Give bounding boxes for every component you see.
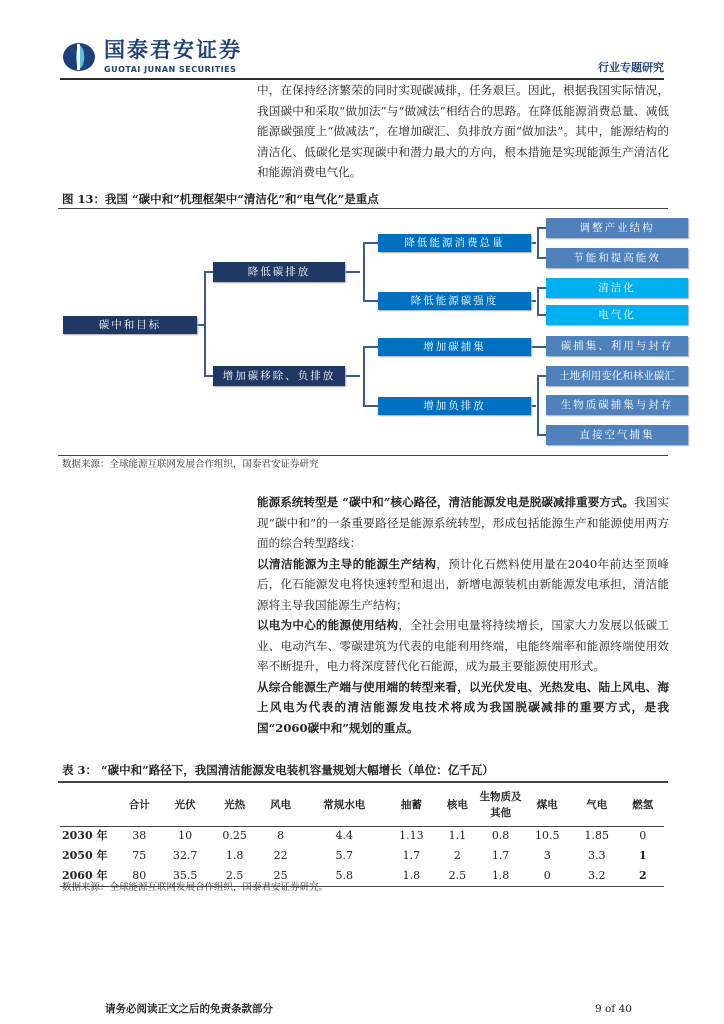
section-label: 行业专题研究 bbox=[598, 61, 664, 74]
diagram-l2-node: 增加负排放 bbox=[378, 397, 531, 415]
table-cell: 2.5 bbox=[210, 866, 259, 886]
table-row bbox=[60, 846, 664, 866]
diagram-l3-node: 调整产业结构 bbox=[546, 218, 688, 238]
table-cell: 38 bbox=[132, 829, 147, 843]
diagram-l3-node-highlight: 清洁化 bbox=[546, 278, 688, 298]
diagram-l3-node: 节能和提高能效 bbox=[546, 248, 688, 268]
table-row bbox=[60, 826, 664, 846]
table-cell: 1 bbox=[638, 849, 647, 862]
table-cell: 25 bbox=[259, 866, 301, 886]
row-label: 2050 年 bbox=[62, 849, 108, 862]
table-top-rule bbox=[58, 781, 668, 783]
table-cell: 1.7 bbox=[402, 849, 421, 862]
col-header: 抽蓄 bbox=[387, 784, 436, 826]
capacity-table bbox=[60, 784, 664, 887]
table-cell: 10 bbox=[178, 829, 193, 843]
diagram-l3-node: 直接空气捕集 bbox=[546, 425, 688, 445]
col-header bbox=[60, 784, 118, 826]
table-cell: 0 bbox=[523, 866, 572, 886]
footer-disclaimer: 请务必阅读正文之后的免责条款部分 bbox=[105, 1003, 273, 1015]
col-header: 常规水电 bbox=[302, 784, 387, 826]
figure-source: 数据来源：全球能源互联网发展合作组织，国泰君安证券研究 bbox=[62, 459, 319, 470]
bold-lead: 以电为中心的能源使用结构 bbox=[257, 618, 399, 632]
figure-bottom-rule bbox=[58, 455, 668, 456]
table-cell: 3.3 bbox=[588, 849, 606, 862]
col-header: 气电 bbox=[572, 784, 621, 826]
bold-lead: 能源系统转型是 “碳中和”核心路径，清洁能源发电是脱碳减排重要方式。 bbox=[257, 495, 635, 509]
table-cell: 1.7 bbox=[491, 849, 510, 862]
diagram-l2-node: 降低能源消费总量 bbox=[378, 234, 531, 252]
diagram-l2-node: 降低能源碳强度 bbox=[378, 292, 531, 310]
table-header-row bbox=[60, 784, 664, 826]
text: 我国实现“碳中和”的一条重要路径是能源系统转型，形成包括能源生产和能源使用两方面的综合转型路线： bbox=[257, 495, 669, 550]
row-label: 2060 年 bbox=[60, 866, 118, 886]
logo-subtext: GUOTAI JUNAN SECURITIES bbox=[104, 65, 237, 74]
table-cell: 2.5 bbox=[436, 866, 478, 886]
col-header: 燃氢 bbox=[622, 784, 664, 826]
table-cell: 5.8 bbox=[302, 866, 387, 886]
diagram-l1-node: 增加碳移除、负排放 bbox=[213, 366, 345, 386]
diagram-l1-node: 降低碳排放 bbox=[213, 262, 345, 282]
table-cell: 5.7 bbox=[335, 849, 353, 862]
table-cell: 3 bbox=[543, 849, 551, 862]
diagram-l3-node: 土地利用变化和林业碳汇 bbox=[546, 366, 688, 386]
table-cell: 1.8 bbox=[225, 849, 244, 862]
body-paragraph bbox=[257, 492, 669, 738]
diagram-root: 碳中和目标 bbox=[63, 316, 197, 334]
row-label: 2030 年 bbox=[62, 829, 108, 843]
intro-paragraph: 中，在保持经济繁荣的同时实现碳减排，任务艰巨。因此，根据我国实际情况，我国碳中和采取“做加法”与“做减法”相结合的思路。在降低能源消费总量、减低能源碳强度上“做减法”，在增加碳汇、负排放方面“做加法”。其中，能源结构的清洁化、低碳化是实现碳中和潜力最大的方向，根本措施是实现能源生产清洁化和能源消费电气化。 bbox=[257, 83, 669, 179]
table-cell: 1.85 bbox=[584, 829, 610, 843]
figure-title: 图 13：我国 “碳中和”机理框架中“清洁化”和“电气化”是重点 bbox=[62, 192, 379, 206]
text: ，预计化石燃料使用量在2040年前达至顶峰后，化石能源发电将快速转型和退出，新增电源装机由新能源发电承担，清洁能源将主导我国能源生产结构； bbox=[257, 556, 669, 612]
table-cell: 1.1 bbox=[448, 829, 467, 843]
table-cell: 2 bbox=[622, 866, 664, 886]
diagram-l2-node: 增加碳捕集 bbox=[378, 338, 531, 356]
diagram-l3-node: 碳捕集、利用与封存 bbox=[546, 336, 688, 356]
table-cell: 22 bbox=[273, 849, 288, 862]
table-cell: 75 bbox=[132, 849, 147, 862]
diagram-l3-node-highlight: 电气化 bbox=[546, 305, 688, 325]
table-cell: 80 bbox=[118, 866, 160, 886]
diagram-l3-node: 生物质碳捕集与封存 bbox=[546, 395, 688, 415]
bold-lead: 以清洁能源为主导的能源生产结构 bbox=[257, 556, 437, 571]
table-cell: 3.2 bbox=[572, 866, 621, 886]
col-header: 核电 bbox=[436, 784, 478, 826]
col-header: 生物质及其他 bbox=[479, 784, 523, 826]
table-cell: 0 bbox=[639, 829, 647, 843]
table-cell: 10.5 bbox=[535, 829, 560, 843]
col-header: 光热 bbox=[210, 784, 259, 826]
col-header: 光伏 bbox=[160, 784, 209, 826]
table-cell: 0.8 bbox=[491, 829, 510, 843]
table-cell: 32.7 bbox=[172, 849, 198, 862]
table-title: 表 3： “碳中和”路径下，我国清洁能源发电装机容量规划大幅增长（单位：亿千瓦） bbox=[62, 763, 494, 777]
table-cell: 1.8 bbox=[479, 866, 523, 886]
table-cell: 1.13 bbox=[399, 829, 424, 843]
table-cell: 0.25 bbox=[222, 829, 247, 843]
col-header: 风电 bbox=[259, 784, 301, 826]
col-header: 合计 bbox=[118, 784, 160, 826]
table-cell: 35.5 bbox=[160, 866, 209, 886]
col-header: 煤电 bbox=[523, 784, 572, 826]
table-cell: 1.8 bbox=[387, 866, 436, 886]
text: ，全社会用电量将持续增长，国家大力发展以低碳工业、电动汽车、零碳建筑为代表的电能利用终端，电能终端率和能源终端使用效率不断提升，电力将深度替代化石能源，成为最主要能源使用形式。 bbox=[257, 618, 669, 673]
logo-text: 国泰君安证券 bbox=[104, 38, 242, 62]
table-cell: 4.4 bbox=[335, 829, 353, 843]
bold-lead: 从综合能源生产端与使用端的转型来看，以光伏发电、光热发电、陆上风电、海上风电为代表的清洁能源发电技术将成为我国脱碳减排的重要方式，是我国“2060碳中和”规划的重点。 bbox=[257, 679, 669, 735]
page-number: 9 of 40 bbox=[595, 1003, 632, 1015]
table-cell: 8 bbox=[277, 829, 285, 843]
table-cell: 2 bbox=[453, 849, 461, 862]
table-source: 数据来源：全球能源互联网发展合作组织，国泰君安证券研究。 bbox=[62, 882, 329, 893]
